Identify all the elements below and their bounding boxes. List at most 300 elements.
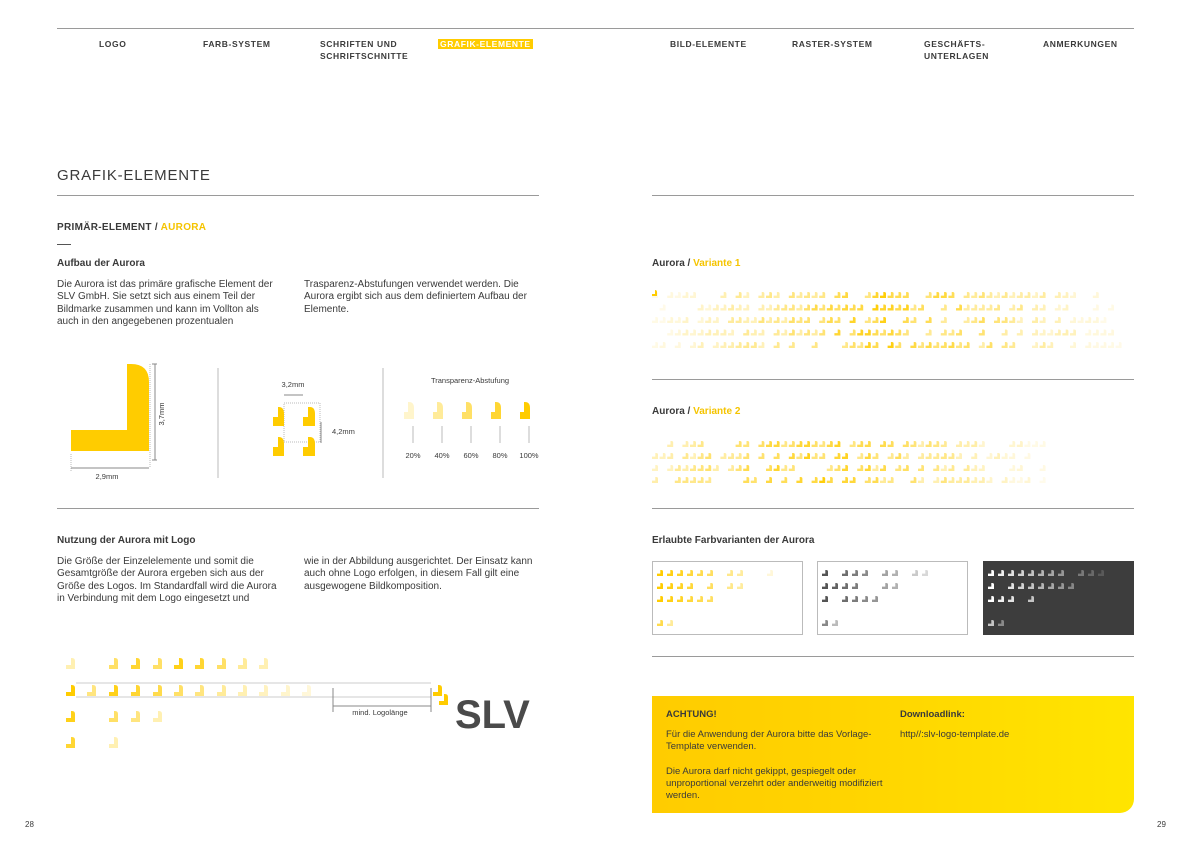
aurora-element — [857, 342, 863, 348]
aurora-element — [690, 465, 696, 471]
download-link[interactable]: http//:slv-logo-template.de — [900, 729, 1010, 740]
aurora-element — [675, 330, 681, 336]
aurora-element — [660, 305, 666, 311]
aurora-element — [690, 342, 696, 348]
aurora-element — [667, 317, 673, 323]
aurora-element — [660, 453, 666, 459]
aurora-element — [728, 465, 734, 471]
aurora-element — [926, 330, 932, 336]
aurora-element — [933, 292, 939, 298]
aurora-element — [682, 477, 688, 483]
aurora-element — [1100, 330, 1106, 336]
aurora-element — [774, 305, 780, 311]
aurora-element — [766, 305, 772, 311]
aurora-element — [1058, 570, 1064, 576]
aurora-element — [743, 477, 749, 483]
aurora-element — [872, 305, 878, 311]
aurora-element — [690, 292, 696, 298]
aurora-element — [941, 465, 947, 471]
aurora-element — [842, 596, 848, 602]
aurora-element — [882, 570, 888, 576]
transparency-title: Transparenz-Abstufung — [430, 376, 510, 385]
aurora-element — [872, 596, 878, 602]
aurora-element — [698, 477, 704, 483]
aurora-element — [1028, 583, 1034, 589]
aurora-element — [850, 317, 856, 323]
top-rule — [57, 28, 1134, 29]
aurora-element — [713, 342, 719, 348]
aurora-construction-diagram — [57, 350, 542, 490]
aurora-element — [827, 317, 833, 323]
aurora-element — [728, 342, 734, 348]
aurora-element — [1070, 292, 1076, 298]
aurora-element — [1100, 342, 1106, 348]
aurora-element — [1032, 330, 1038, 336]
aurora-variant-2 — [652, 438, 1134, 488]
aurora-element — [1058, 583, 1064, 589]
aurora-element — [758, 317, 764, 323]
aurora-element-large — [71, 364, 149, 451]
aurora-element — [994, 305, 1000, 311]
aurora-element — [781, 465, 787, 471]
aurora-element — [705, 305, 711, 311]
aurora-element — [720, 453, 726, 459]
aurora-element — [979, 330, 985, 336]
aurora-element — [903, 453, 909, 459]
aurora-element — [842, 465, 848, 471]
aurora-element — [895, 330, 901, 336]
aurora-element — [1070, 342, 1076, 348]
aurora-element — [988, 620, 994, 626]
aurora-element — [872, 317, 878, 323]
aurora-element — [822, 620, 828, 626]
aurora-element — [697, 570, 703, 576]
aurora-element — [941, 305, 947, 311]
aurora-element — [667, 453, 673, 459]
nav-anmerkungen[interactable]: ANMERKUNGEN — [1043, 39, 1118, 49]
aurora-element — [705, 465, 711, 471]
aurora-element — [926, 453, 932, 459]
aurora-element — [1009, 477, 1015, 483]
nav-farb-system[interactable]: FARB-SYSTEM — [203, 39, 271, 49]
aurora-element — [922, 570, 928, 576]
aurora-element — [895, 292, 901, 298]
swatch-yellow — [652, 561, 803, 635]
aurora-element — [713, 330, 719, 336]
aurora-element — [667, 596, 673, 602]
aurora-element — [872, 465, 878, 471]
aurora-element — [948, 453, 954, 459]
aurora-element — [781, 477, 787, 483]
aurora-element — [690, 477, 696, 483]
aurora-element — [789, 292, 795, 298]
aurora-pattern — [66, 658, 311, 748]
aurora-element — [1085, 330, 1091, 336]
aurora-element — [903, 441, 909, 447]
aurora-element — [910, 317, 916, 323]
aurora-element — [888, 477, 894, 483]
aurora-element — [956, 305, 962, 311]
aurora-element — [698, 441, 704, 447]
step-40: 40% — [434, 451, 450, 460]
nav-geschaeftsunterlagen[interactable]: GESCHÄFTS-UNTERLAGEN — [924, 39, 990, 61]
aurora-element — [888, 330, 894, 336]
aurora-element — [903, 305, 909, 311]
aurora-element — [812, 305, 818, 311]
aurora-element — [743, 465, 749, 471]
aurora-element — [941, 342, 947, 348]
aurora-element — [781, 317, 787, 323]
aurora-element — [1009, 465, 1015, 471]
aurora-element — [751, 477, 757, 483]
aurora-element — [652, 465, 658, 471]
aurora-element — [903, 465, 909, 471]
aurora-element — [743, 292, 749, 298]
aurora-element — [737, 570, 743, 576]
aurora-element — [1093, 292, 1099, 298]
aurora-element — [926, 317, 932, 323]
aurora-element — [842, 292, 848, 298]
aurora-element — [933, 441, 939, 447]
aurora-element — [1009, 342, 1015, 348]
aurora-element — [918, 305, 924, 311]
dim-width-label: 2,9mm — [95, 472, 119, 481]
aurora-element — [834, 292, 840, 298]
aurora-element — [682, 330, 688, 336]
aurora-element — [988, 596, 994, 602]
aurora-element — [698, 342, 704, 348]
aurora-element — [766, 465, 772, 471]
aurora-element — [743, 317, 749, 323]
aurora-element — [842, 305, 848, 311]
aurora-element — [979, 441, 985, 447]
aurora-element — [690, 330, 696, 336]
aurora-element — [892, 583, 898, 589]
notice-text-1: Für die Anwendung der Aurora bitte das Vorlage-Template verwenden. — [666, 729, 872, 752]
aurora-element — [882, 583, 888, 589]
aurora-element — [862, 596, 868, 602]
aurora-element — [1017, 292, 1023, 298]
aurora-element — [1040, 342, 1046, 348]
aurora-element — [677, 583, 683, 589]
aurora-element — [865, 477, 871, 483]
aurora-element — [819, 317, 825, 323]
aurora-element — [736, 292, 742, 298]
title-rule — [57, 195, 539, 196]
aurora-element — [1047, 330, 1053, 336]
aurora-element — [677, 596, 683, 602]
aurora-element — [766, 292, 772, 298]
aurora-element — [857, 305, 863, 311]
aurora-element — [728, 330, 734, 336]
aurora-element — [796, 292, 802, 298]
aurora-element — [1002, 317, 1008, 323]
aurora-variant-1 — [652, 290, 1134, 360]
aurora-element — [804, 441, 810, 447]
aurora-element — [872, 292, 878, 298]
aurora-element — [1055, 305, 1061, 311]
aurora-element — [1009, 305, 1015, 311]
aurora-element — [822, 570, 828, 576]
nav-grafik-elemente[interactable]: GRAFIK-ELEMENTE — [440, 39, 531, 49]
aurora-element — [1062, 330, 1068, 336]
aurora-element — [1017, 477, 1023, 483]
aurora-element — [964, 317, 970, 323]
aurora-element — [964, 305, 970, 311]
aurora-element — [910, 305, 916, 311]
aurora-element — [819, 477, 825, 483]
aurora-element — [1048, 570, 1054, 576]
aurora-element — [781, 305, 787, 311]
aurora-element — [986, 453, 992, 459]
notice-title: ACHTUNG! — [666, 709, 717, 720]
aurora-element — [774, 453, 780, 459]
aurora-element — [857, 453, 863, 459]
aurora-element — [698, 317, 704, 323]
nav-schriften[interactable]: SCHRIFTEN UND SCHRIFTSCHNITTE — [320, 39, 409, 61]
aurora-element — [789, 330, 795, 336]
aurora-element — [918, 477, 924, 483]
step-80: 80% — [492, 451, 508, 460]
aurora-element — [852, 570, 858, 576]
nav-bild-elemente[interactable]: BILD-ELEMENTE — [670, 39, 747, 49]
aurora-element — [1040, 441, 1046, 447]
aurora-element — [850, 441, 856, 447]
aurora-element — [774, 441, 780, 447]
aurora-element — [743, 441, 749, 447]
aurora-element — [781, 441, 787, 447]
aurora-element — [1038, 583, 1044, 589]
nav-logo[interactable]: LOGO — [99, 39, 127, 49]
aurora-element — [667, 620, 673, 626]
right-top-rule — [652, 195, 1134, 196]
aurora-element — [971, 453, 977, 459]
aurora-element — [1018, 583, 1024, 589]
aurora-element — [941, 317, 947, 323]
download-label: Downloadlink: — [900, 709, 965, 720]
aurora-element — [705, 453, 711, 459]
aurora-element — [707, 583, 713, 589]
aurora-element — [895, 453, 901, 459]
aurora-element — [774, 330, 780, 336]
aurora-element — [728, 453, 734, 459]
aurora-element — [857, 330, 863, 336]
aurora-element — [660, 317, 666, 323]
aurora-element — [842, 477, 848, 483]
aurora-element — [834, 465, 840, 471]
aurora-element — [1093, 317, 1099, 323]
dim-gap-v-label: 4,2mm — [332, 427, 355, 436]
aurora-element — [667, 292, 673, 298]
aurora-element — [842, 453, 848, 459]
aurora-element — [912, 570, 918, 576]
aurora-element — [880, 477, 886, 483]
aurora-element — [804, 317, 810, 323]
aurora-element — [789, 465, 795, 471]
aurora-element — [698, 465, 704, 471]
aurora-element — [743, 342, 749, 348]
logo-mark-elements — [433, 685, 448, 705]
aurora-element — [1048, 583, 1054, 589]
aurora-element — [1108, 330, 1114, 336]
aurora-element — [657, 570, 663, 576]
aurora-element — [652, 317, 658, 323]
aurora-element — [895, 465, 901, 471]
aurora-element — [657, 596, 663, 602]
aurora-element — [774, 317, 780, 323]
slv-logo: SLV — [455, 693, 530, 737]
aurora-element — [1047, 342, 1053, 348]
aurora-element — [1032, 342, 1038, 348]
aurora-element — [880, 292, 886, 298]
aurora-element — [910, 477, 916, 483]
nutzung-text-2: wie in der Abbildung ausgerichtet. Der Einsatz kann auch ohne Logo erfolgen, in diesem Fall gilt eine ausgewogene Bildkomposition. — [304, 556, 533, 592]
aurora-element — [667, 570, 673, 576]
aurora-element — [667, 583, 673, 589]
aurora-element — [1062, 305, 1068, 311]
aurora-element — [812, 477, 818, 483]
aurora-element — [971, 465, 977, 471]
aurora-element — [956, 477, 962, 483]
aurora-element — [872, 342, 878, 348]
aurora-element — [1040, 330, 1046, 336]
aurora-element — [895, 342, 901, 348]
aurora-element — [933, 465, 939, 471]
aurora-element — [998, 596, 1004, 602]
aurora-element — [850, 342, 856, 348]
aurora-element — [1055, 317, 1061, 323]
aurora-element — [1040, 317, 1046, 323]
aurora-element — [933, 342, 939, 348]
aurora-element — [926, 441, 932, 447]
aurora-element — [675, 317, 681, 323]
aurora-element — [812, 453, 818, 459]
aurora-element — [1009, 292, 1015, 298]
aurora-element — [758, 305, 764, 311]
aurora-element — [994, 292, 1000, 298]
aurora-element — [1055, 330, 1061, 336]
aurora-element — [667, 465, 673, 471]
aurora-element — [1018, 570, 1024, 576]
variant1-heading: Aurora / Variante 1 — [652, 258, 741, 269]
aurora-element — [941, 477, 947, 483]
aurora-element — [1017, 330, 1023, 336]
swatch-rule — [652, 656, 1134, 657]
aurora-element — [675, 342, 681, 348]
aurora-element — [1032, 292, 1038, 298]
aurora-element — [903, 317, 909, 323]
aurora-element — [774, 292, 780, 298]
aurora-element — [827, 305, 833, 311]
aurora-element — [682, 292, 688, 298]
aurora-element — [698, 453, 704, 459]
aurora-element — [1062, 292, 1068, 298]
aurora-element — [918, 465, 924, 471]
aurora-element — [971, 477, 977, 483]
step-100: 100% — [519, 451, 539, 460]
aurora-element — [1038, 570, 1044, 576]
aurora-element — [834, 305, 840, 311]
aurora-element — [986, 477, 992, 483]
aurora-element — [812, 441, 818, 447]
aurora-element — [758, 292, 764, 298]
aurora-element — [1040, 292, 1046, 298]
color-variants-heading: Erlaubte Farbvarianten der Aurora — [652, 535, 815, 546]
aurora-element — [964, 465, 970, 471]
aurora-element — [789, 342, 795, 348]
aurora-element — [1088, 570, 1094, 576]
aurora-element — [812, 342, 818, 348]
aurora-element — [941, 292, 947, 298]
aurora-element — [1002, 342, 1008, 348]
aurora-element — [1085, 317, 1091, 323]
aurora-element — [1100, 317, 1106, 323]
aurora-element — [834, 441, 840, 447]
aurora-element — [1078, 317, 1084, 323]
aurora-element — [804, 305, 810, 311]
nutzung-text-1: Die Größe der Einzelelemente und somit die Gesamtgröße der Aurora ergeben sich aus der Größe des Logos. Im Standardfall wird die Aurora in Verbindung mit dem Logo eingesetzt und — [57, 556, 277, 605]
aurora-element — [941, 453, 947, 459]
aurora-element — [657, 583, 663, 589]
aurora-element — [941, 441, 947, 447]
aurora-element — [926, 342, 932, 348]
aurora-element — [675, 465, 681, 471]
aurora-element — [713, 317, 719, 323]
aurora-element — [1009, 441, 1015, 447]
aurora-element — [804, 453, 810, 459]
aurora-logo-composition — [57, 650, 542, 755]
nutzung-heading: Nutzung der Aurora mit Logo — [57, 535, 196, 546]
aurora-element — [728, 305, 734, 311]
aurora-element — [736, 317, 742, 323]
aurora-element — [850, 330, 856, 336]
aurora-element — [888, 305, 894, 311]
aurora-element — [736, 305, 742, 311]
aurora-element — [766, 441, 772, 447]
aurora-element — [880, 330, 886, 336]
aurora-element — [819, 305, 825, 311]
variant2-heading: Aurora / Variante 2 — [652, 406, 741, 417]
aurora-element — [690, 441, 696, 447]
aurora-element — [948, 292, 954, 298]
aurora-element — [971, 441, 977, 447]
aurora-element — [796, 305, 802, 311]
aurora-element — [758, 342, 764, 348]
aurora-element — [862, 570, 868, 576]
aurora-element — [812, 330, 818, 336]
aurora-element — [827, 465, 833, 471]
aurora-element — [892, 570, 898, 576]
aurora-element — [998, 620, 1004, 626]
aurora-element — [1108, 342, 1114, 348]
aurora-element — [1070, 317, 1076, 323]
aurora-element — [956, 330, 962, 336]
swatch-dark — [983, 561, 1134, 635]
aurora-element — [948, 465, 954, 471]
aurora-element — [964, 342, 970, 348]
aurora-element — [1078, 570, 1084, 576]
aurora-element — [1008, 583, 1014, 589]
nav-raster-system[interactable]: RASTER-SYSTEM — [792, 39, 873, 49]
aurora-element — [819, 292, 825, 298]
aurora-element — [736, 342, 742, 348]
aurora-element — [657, 620, 663, 626]
aurora-element — [697, 596, 703, 602]
aurora-element — [720, 305, 726, 311]
aurora-element — [998, 570, 1004, 576]
aurora-element — [979, 317, 985, 323]
aurora-element — [796, 330, 802, 336]
